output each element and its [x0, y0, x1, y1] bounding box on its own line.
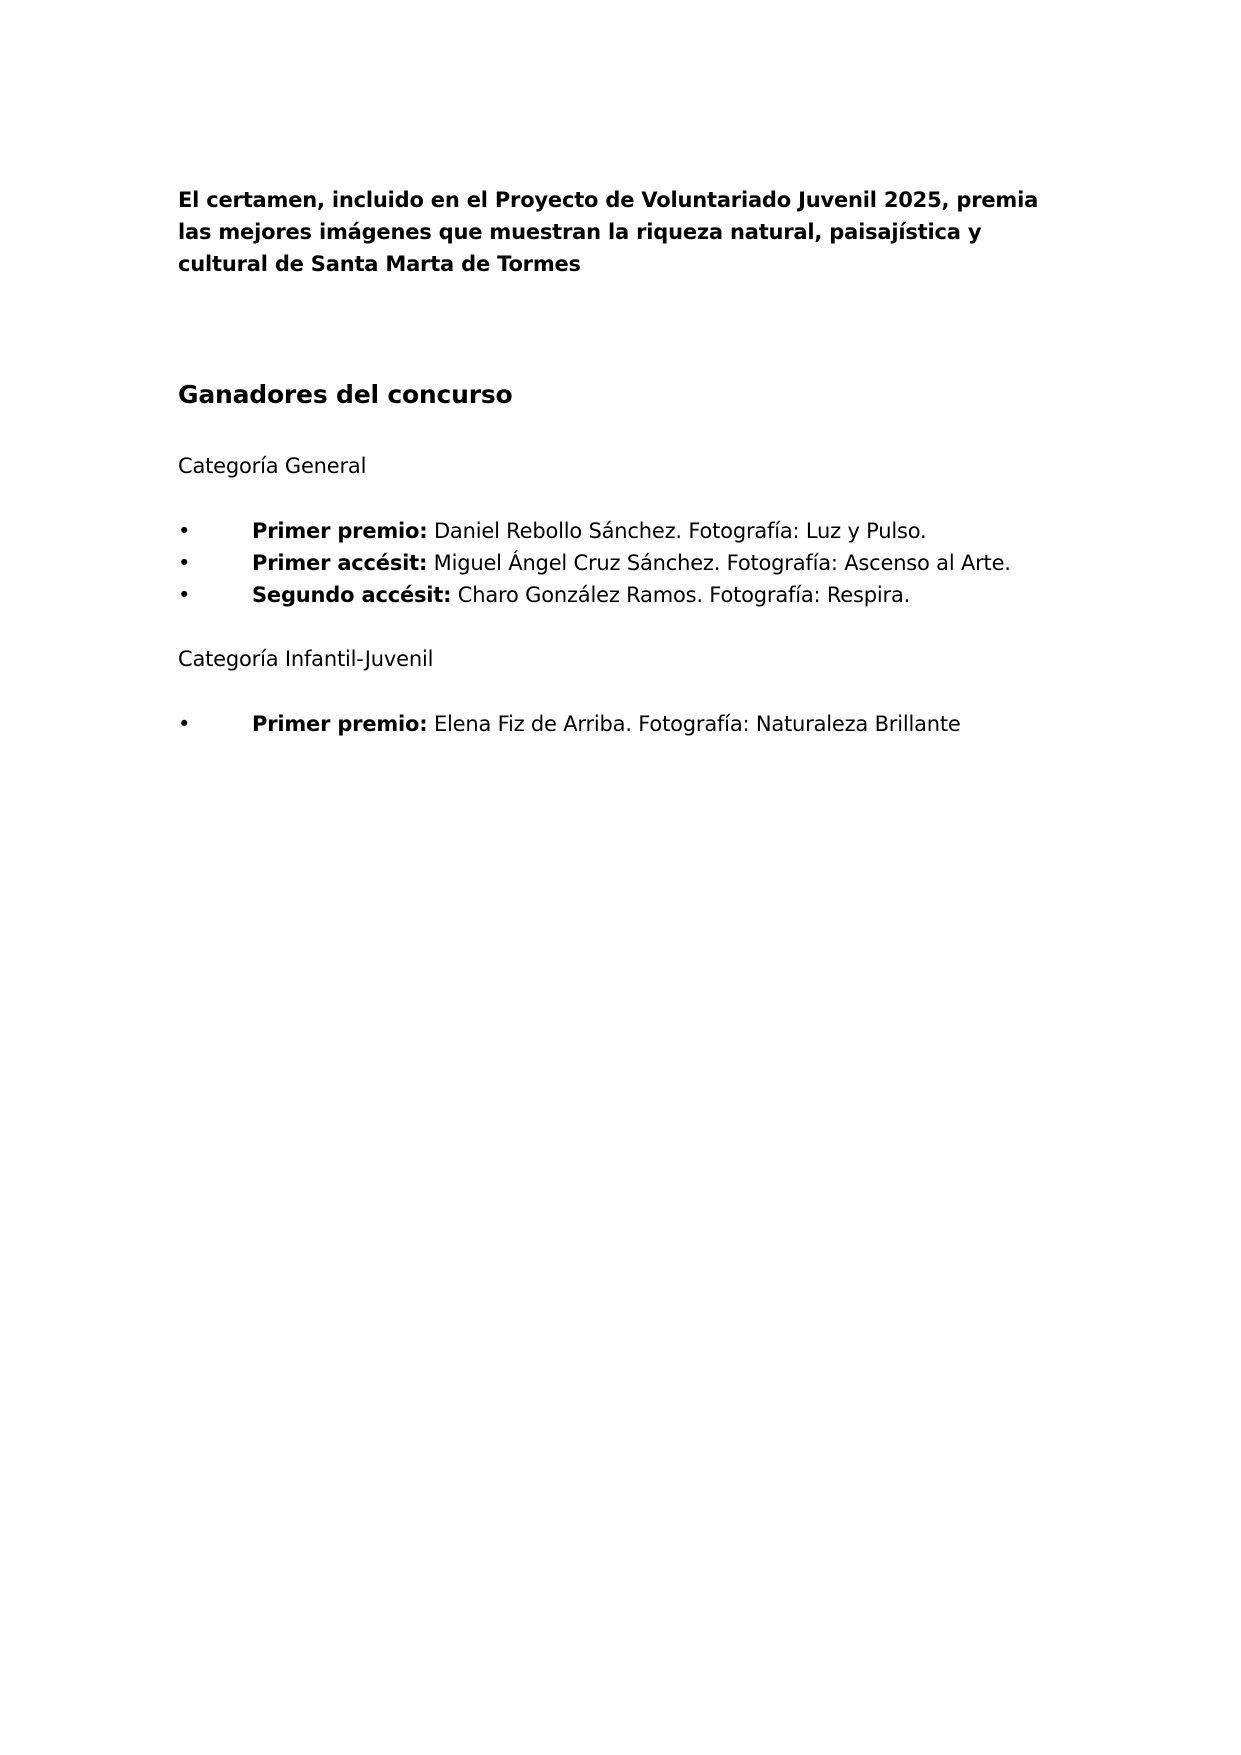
- award-title: Primer premio:: [252, 712, 428, 736]
- intro-paragraph: El certamen, incluido en el Proyecto de Voluntariado Juvenil 2025, premia las mejores imágenes que muestran la riqueza natural, paisajística y cultural de Santa Marta de Tormes: [178, 188, 1039, 276]
- bullet-icon: •: [178, 712, 191, 736]
- award-text: [252, 708, 961, 740]
- winners-heading: Ganadores del concurso: [178, 380, 513, 409]
- bullet-icon: •: [178, 519, 191, 543]
- award-text: [252, 579, 910, 611]
- award-detail: Charo González Ramos. Fotografía: Respira.: [451, 583, 911, 607]
- award-title: Segundo accésit:: [252, 583, 452, 607]
- award-title: Primer accésit:: [252, 551, 428, 575]
- award-detail: Daniel Rebollo Sánchez. Fotografía: Luz y Pulso.: [427, 519, 927, 543]
- category-infantil-label: Categoría Infantil-Juvenil: [178, 647, 434, 671]
- award-detail: Miguel Ángel Cruz Sánchez. Fotografía: Ascenso al Arte.: [427, 551, 1011, 575]
- category-general-label: Categoría General: [178, 454, 367, 478]
- bullet-icon: •: [178, 583, 191, 607]
- award-text: [252, 515, 926, 547]
- bullet-icon: •: [178, 551, 191, 575]
- award-text: [252, 547, 1011, 579]
- award-detail: Elena Fiz de Arriba. Fotografía: Naturaleza Brillante: [427, 712, 961, 736]
- award-title: Primer premio:: [252, 519, 428, 543]
